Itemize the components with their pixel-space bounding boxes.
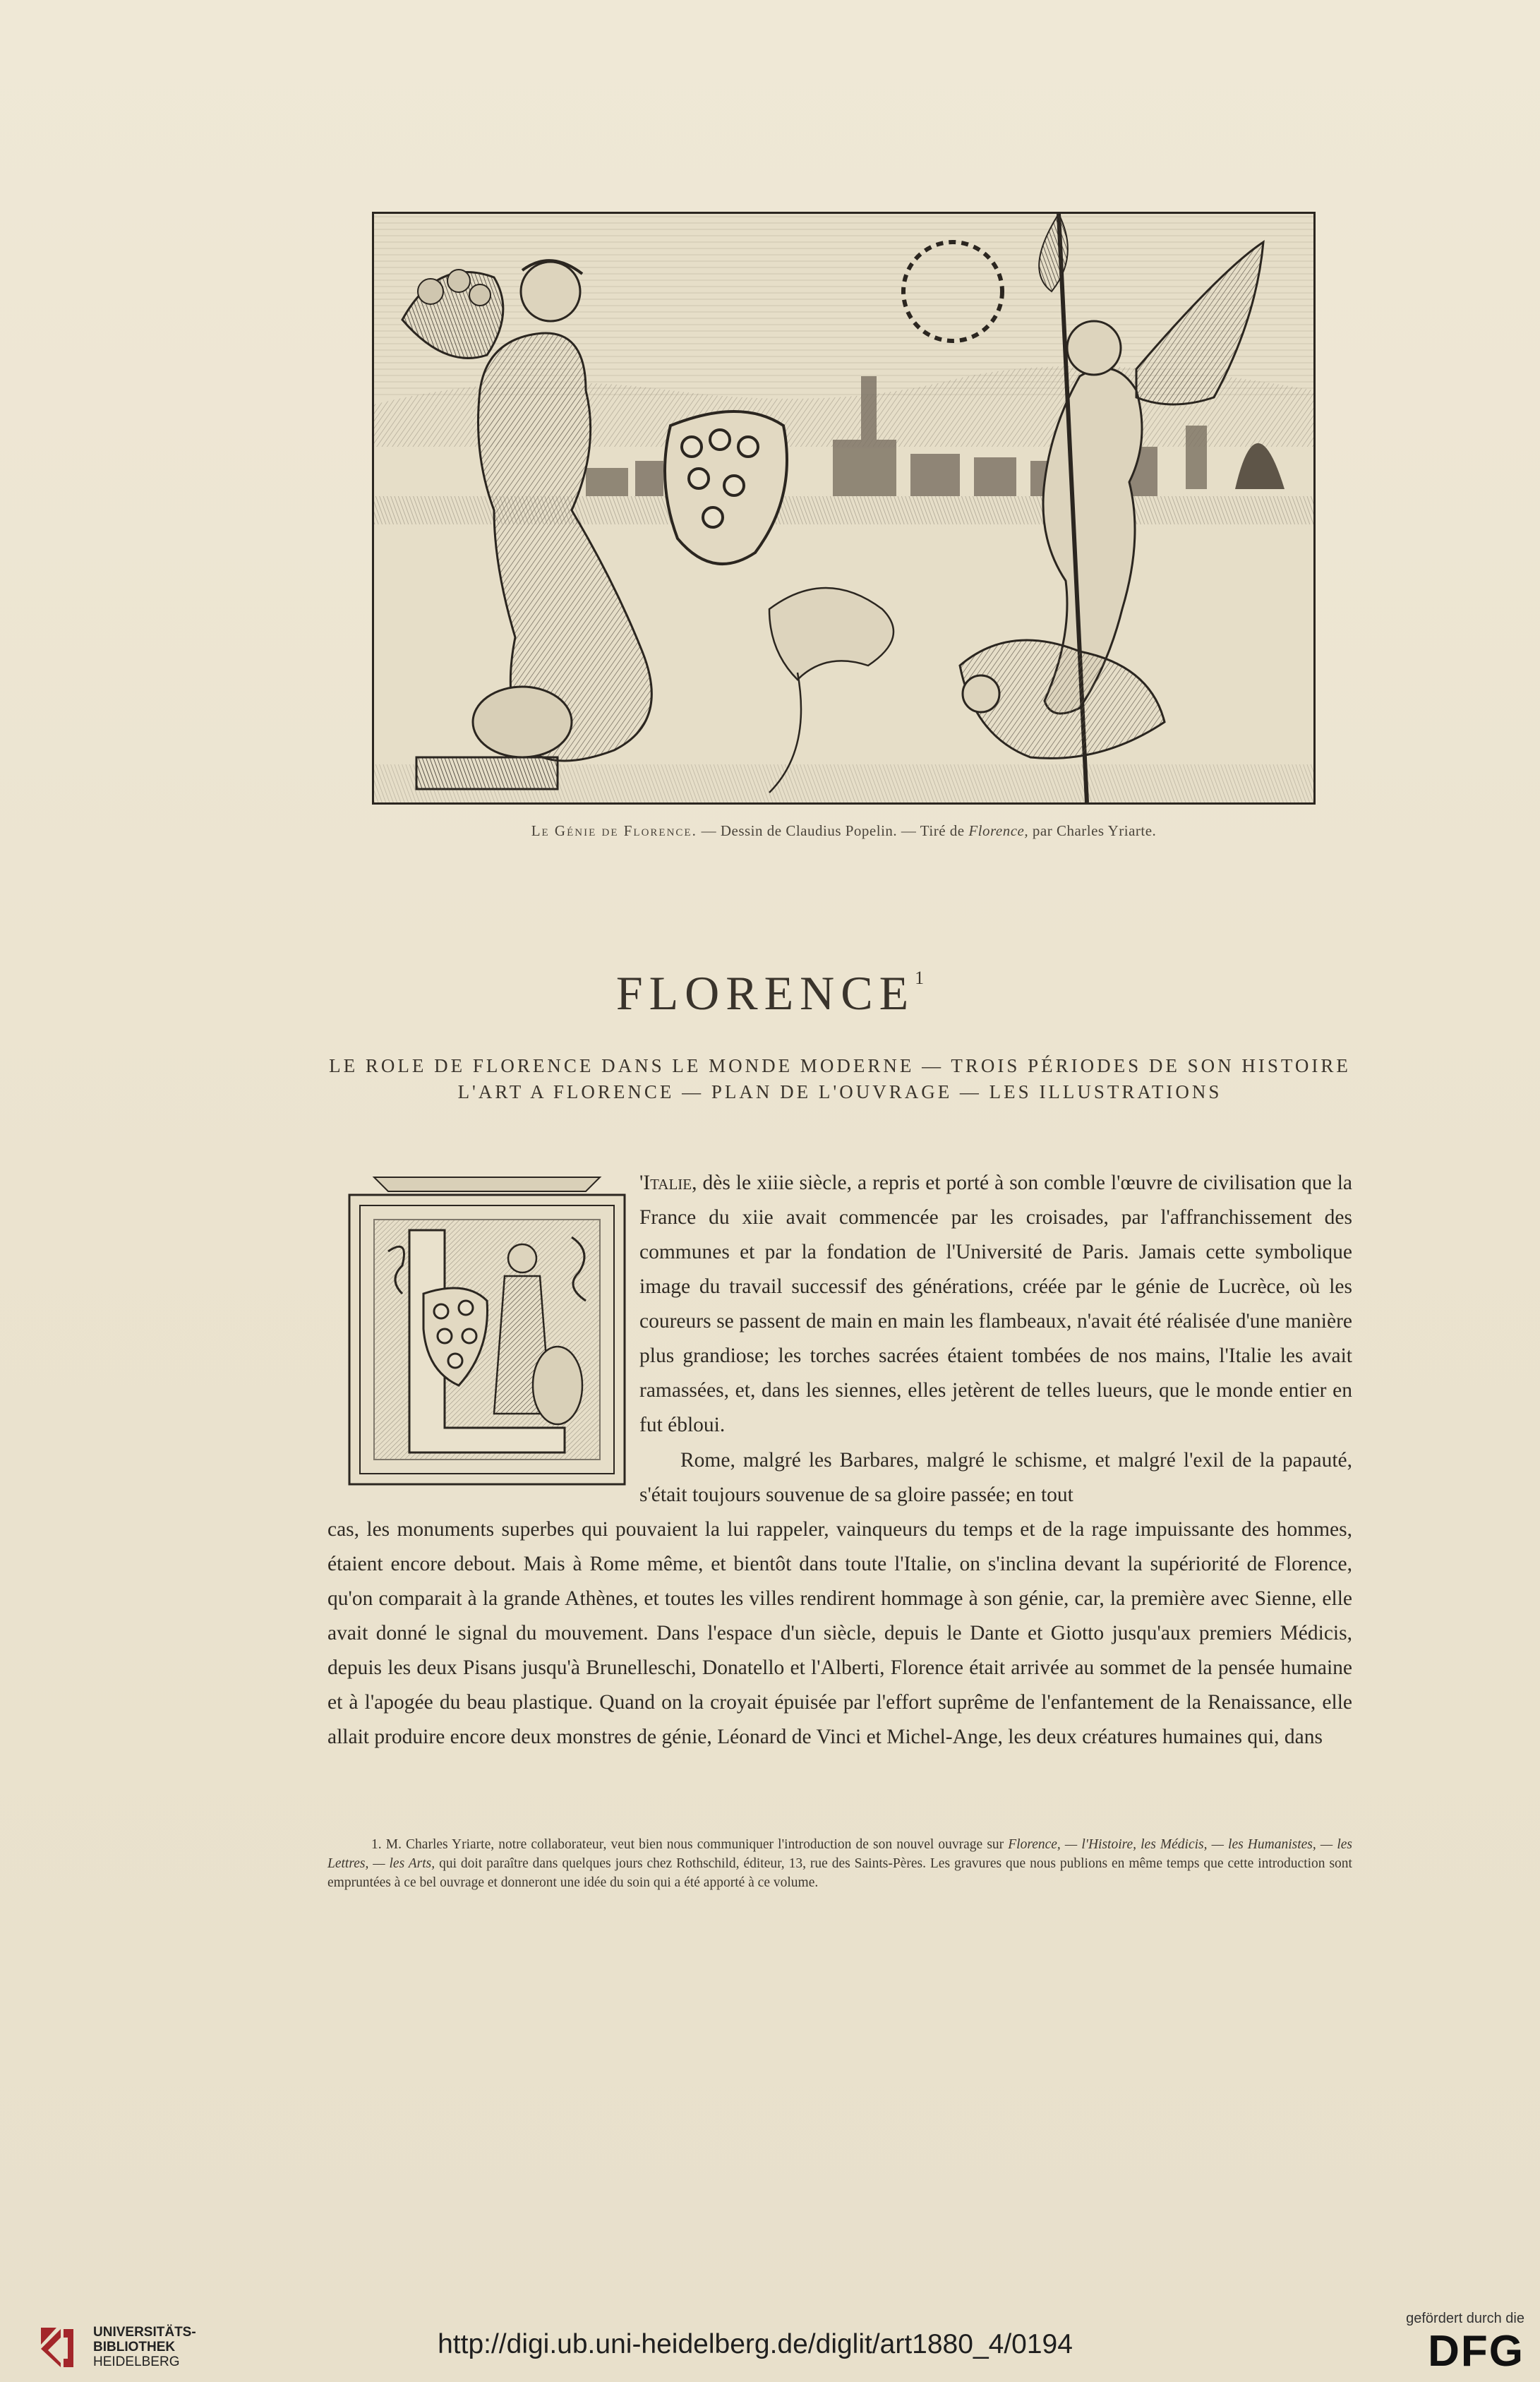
genie-de-florence-engraving xyxy=(372,212,1316,805)
ub-heidelberg-logo[interactable] xyxy=(28,2318,212,2374)
article-title-text: FLORENCE xyxy=(615,966,915,1020)
permalink-url[interactable]: http://digi.ub.uni-heidelberg.de/diglit/art1880_4/0194 xyxy=(438,2329,1073,2359)
footnote-1 xyxy=(327,1835,1352,1892)
logo-line-3: HEIDELBERG xyxy=(93,2354,180,2369)
paragraph-1 xyxy=(639,1166,1352,1443)
dfg-funding-badge[interactable] xyxy=(1341,2311,1524,2378)
ornamental-letter-l-icon xyxy=(346,1174,628,1491)
footnote-text-a: 1. M. Charles Yriarte, notre collaborateur, veut bien nous communiquer l'introduction de son nouvel ouvrage sur xyxy=(371,1837,1009,1852)
ub-heidelberg-logo-text xyxy=(93,2325,196,2369)
article-title xyxy=(0,966,1540,1021)
paragraph-1-lead: 'Italie, xyxy=(639,1172,697,1194)
dfg-logo: DFG xyxy=(1428,2327,1524,2376)
title-footnote-marker: 1 xyxy=(915,968,925,988)
paragraph-2-start: Rome, malgré les Barbares, malgré le schisme, et malgré l'exil de la papauté, s'était toujours souvenue de sa gloire passée; en tout xyxy=(639,1449,1352,1506)
article-subtitle-line-1: LE ROLE DE FLORENCE DANS LE MONDE MODERNE — TROIS PÉRIODES DE SON HISTOIRE xyxy=(329,1055,1351,1076)
footnote-book-title: Florence, — l'Histoire, les Médicis, — les Humanistes, — les Lettres, — les Arts, xyxy=(327,1837,1352,1871)
engraving-caption xyxy=(372,822,1316,840)
dfg-label: gefördert durch die xyxy=(1406,2311,1524,2326)
paragraph-1-text: dès le xiiie siècle, a repris et porté à son comble l'œuvre de civilisation que la France du xiie avait commencée par les croisades, par l'affranchissement des communes et par la fondation de l'Université de Paris. Jamais cette symbolique image du travail successif des générations, créée par le génie de Lucrèce, où les coureurs se passent de main en main les flambeaux, n'avait été réalisée d'une manière plus grandiose; les torches sacrées étaient tombées de nos mains, l'Italie les avait ramassées, et, dans les siennes, elles jetèrent de telles lueurs, que le monde entier en fut ébloui. xyxy=(639,1172,1352,1436)
caption-book-title: Florence, xyxy=(968,822,1029,839)
logo-line-1: UNIVERSITÄTS- xyxy=(93,2325,196,2340)
caption-author: par Charles Yriarte. xyxy=(1028,822,1157,839)
article-subtitle-line-2: L'ART A FLORENCE — PLAN DE L'OUVRAGE — LES ILLUSTRATIONS xyxy=(457,1081,1222,1102)
paragraph-2-continued: cas, les monuments superbes qui pouvaient la lui rappeler, vainqueurs du temps et de la rage impuissante des hommes, étaient encore debout. Mais à Rome même, et bientôt dans toute l'Italie, on s'inclina devant la supériorité de Florence, qu'on comparait à la grande Athènes, et toutes les villes rendirent hommage à son génie, car, la première avec Sienne, elle avait donné le signal du mouvement. Dans l'espace d'un siècle, depuis le Dante et Giotto jusqu'aux premiers Médicis, depuis les deux Pisans jusqu'à Brunelleschi, Donatello et l'Alberti, Florence était arrivée au sommet de la pensée humaine et à l'apogée du beau plastique. Quand on la croyait épuisée par l'effort suprême de l'enfantement de la Renaissance, elle allait produire encore deux monstres de génie, Léonard de Vinci et Michel-Ange, les deux créatures humaines qui, dans xyxy=(327,1518,1352,1748)
footnote-text-c: qui doit paraître dans quelques jours chez Rothschild, éditeur, 13, rue des Saints-Pères. Les gravures que nous publions en même temps que cette introduction sont empruntées à ce bel ouvrage et donneront une idée du soin qui a été apporté à ce volume. xyxy=(327,1856,1352,1890)
caption-credit: — Dessin de Claudius Popelin. — Tiré de xyxy=(697,822,969,839)
caption-title: Le Génie de Florence. xyxy=(531,822,697,839)
logo-line-2: BIBLIOTHEK xyxy=(93,2340,176,2354)
ub-heidelberg-logo-icon xyxy=(35,2323,79,2371)
